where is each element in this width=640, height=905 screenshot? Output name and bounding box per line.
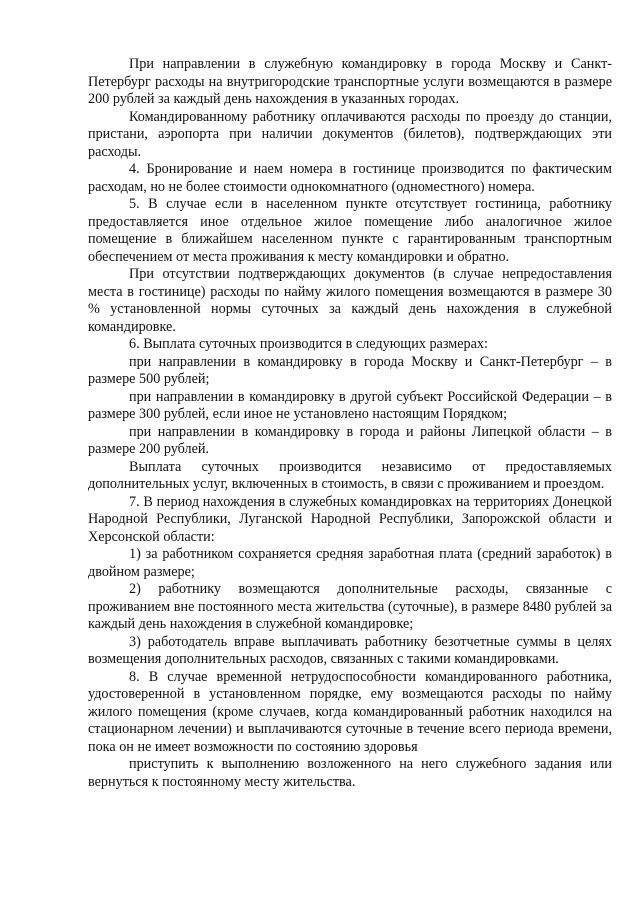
paragraph-6-per-diem: 6. Выплата суточных производится в следующих размерах: xyxy=(129,336,488,352)
paragraph-7-territories: 7. В период нахождения в служебных командировках на территориях Донецкой Народной Республики, Луганской Народной Республики, Запорожской области и Херсонской области: xyxy=(88,493,612,545)
paragraph-moscow-spb-transport: При направлении в служебную командировку в города Москву и Санкт-Петербург расходы на внутригородские транспортные услуги возмещаются в размере 200 рублей за каждый день нахождения в указанных городах. xyxy=(88,56,612,107)
paragraph-7-item-2: 2) работнику возмещаются дополнительные расходы, связанные с проживанием вне постоянного места жительства (суточные), в размере 8480 рублей за каждый день нахождения в служебной командировке; xyxy=(88,581,612,632)
paragraph-per-diem-moscow: при направлении в командировку в города Москву и Санкт-Петербург – в размере 500 рублей; xyxy=(88,353,612,387)
paragraph-4-hotel-booking: 4. Бронирование и наем номера в гостинице производится по фактическим расходам, но не более стоимости однокомнатного (одноместного) номера. xyxy=(88,161,612,195)
paragraph-7-item-1: 1) за работником сохраняется средняя заработная плата (средний заработок) в двойном размере; xyxy=(88,546,612,580)
paragraph-travel-to-station: Командированному работнику оплачиваются расходы по проезду до станции, пристани, аэропорта при наличии документов (билетов), подтверждающих эти расходы. xyxy=(88,108,612,160)
paragraph-5-no-hotel: 5. В случае если в населенном пункте отсутствует гостиница, работнику предоставляется иное отдельное жилое помещение либо аналогичное жилое помещение в ближайшем населенном пункте с гарантированным транспортным обеспечением от места проживания к месту командировки и обратно. xyxy=(88,196,612,265)
document-page xyxy=(88,56,612,791)
paragraph-no-documents: При отсутствии подтверждающих документов (в случае непредоставления места в гостинице) расходы по найму жилого помещения возмещаются в размере 30 % установленной нормы суточных за каждый день нахождения в служебной командировке. xyxy=(88,266,612,335)
paragraph-per-diem-lipetsk: при направлении в командировку в города и районы Липецкой области – в размере 200 рублей. xyxy=(88,423,612,457)
paragraph-8-continuation: приступить к выполнению возложенного на него служебного задания или вернуться к постоянному месту жительства. xyxy=(88,756,612,790)
paragraph-7-item-3: 3) работодатель вправе выплачивать работнику безотчетные суммы в целях возмещения дополнительных расходов, связанных с такими командировками. xyxy=(88,633,612,667)
paragraph-per-diem-other-subject: при направлении в командировку в другой субъект Российской Федерации – в размере 300 рублей, если иное не установлено настоящим Порядком; xyxy=(88,388,612,422)
paragraph-per-diem-independent: Выплата суточных производится независимо от предоставляемых дополнительных услуг, включенных в стоимость, в связи с проживанием и проездом. xyxy=(88,458,612,492)
paragraph-8-disability: 8. В случае временной нетрудоспособности командированного работника, удостоверенной в установленном порядке, ему возмещаются расходы по найму жилого помещения (кроме случаев, когда командированный работник находился на стационарном лечении) и выплачиваются суточные в течение всего периода времени, пока он не имеет возможности по состоянию здоровья xyxy=(88,668,612,755)
